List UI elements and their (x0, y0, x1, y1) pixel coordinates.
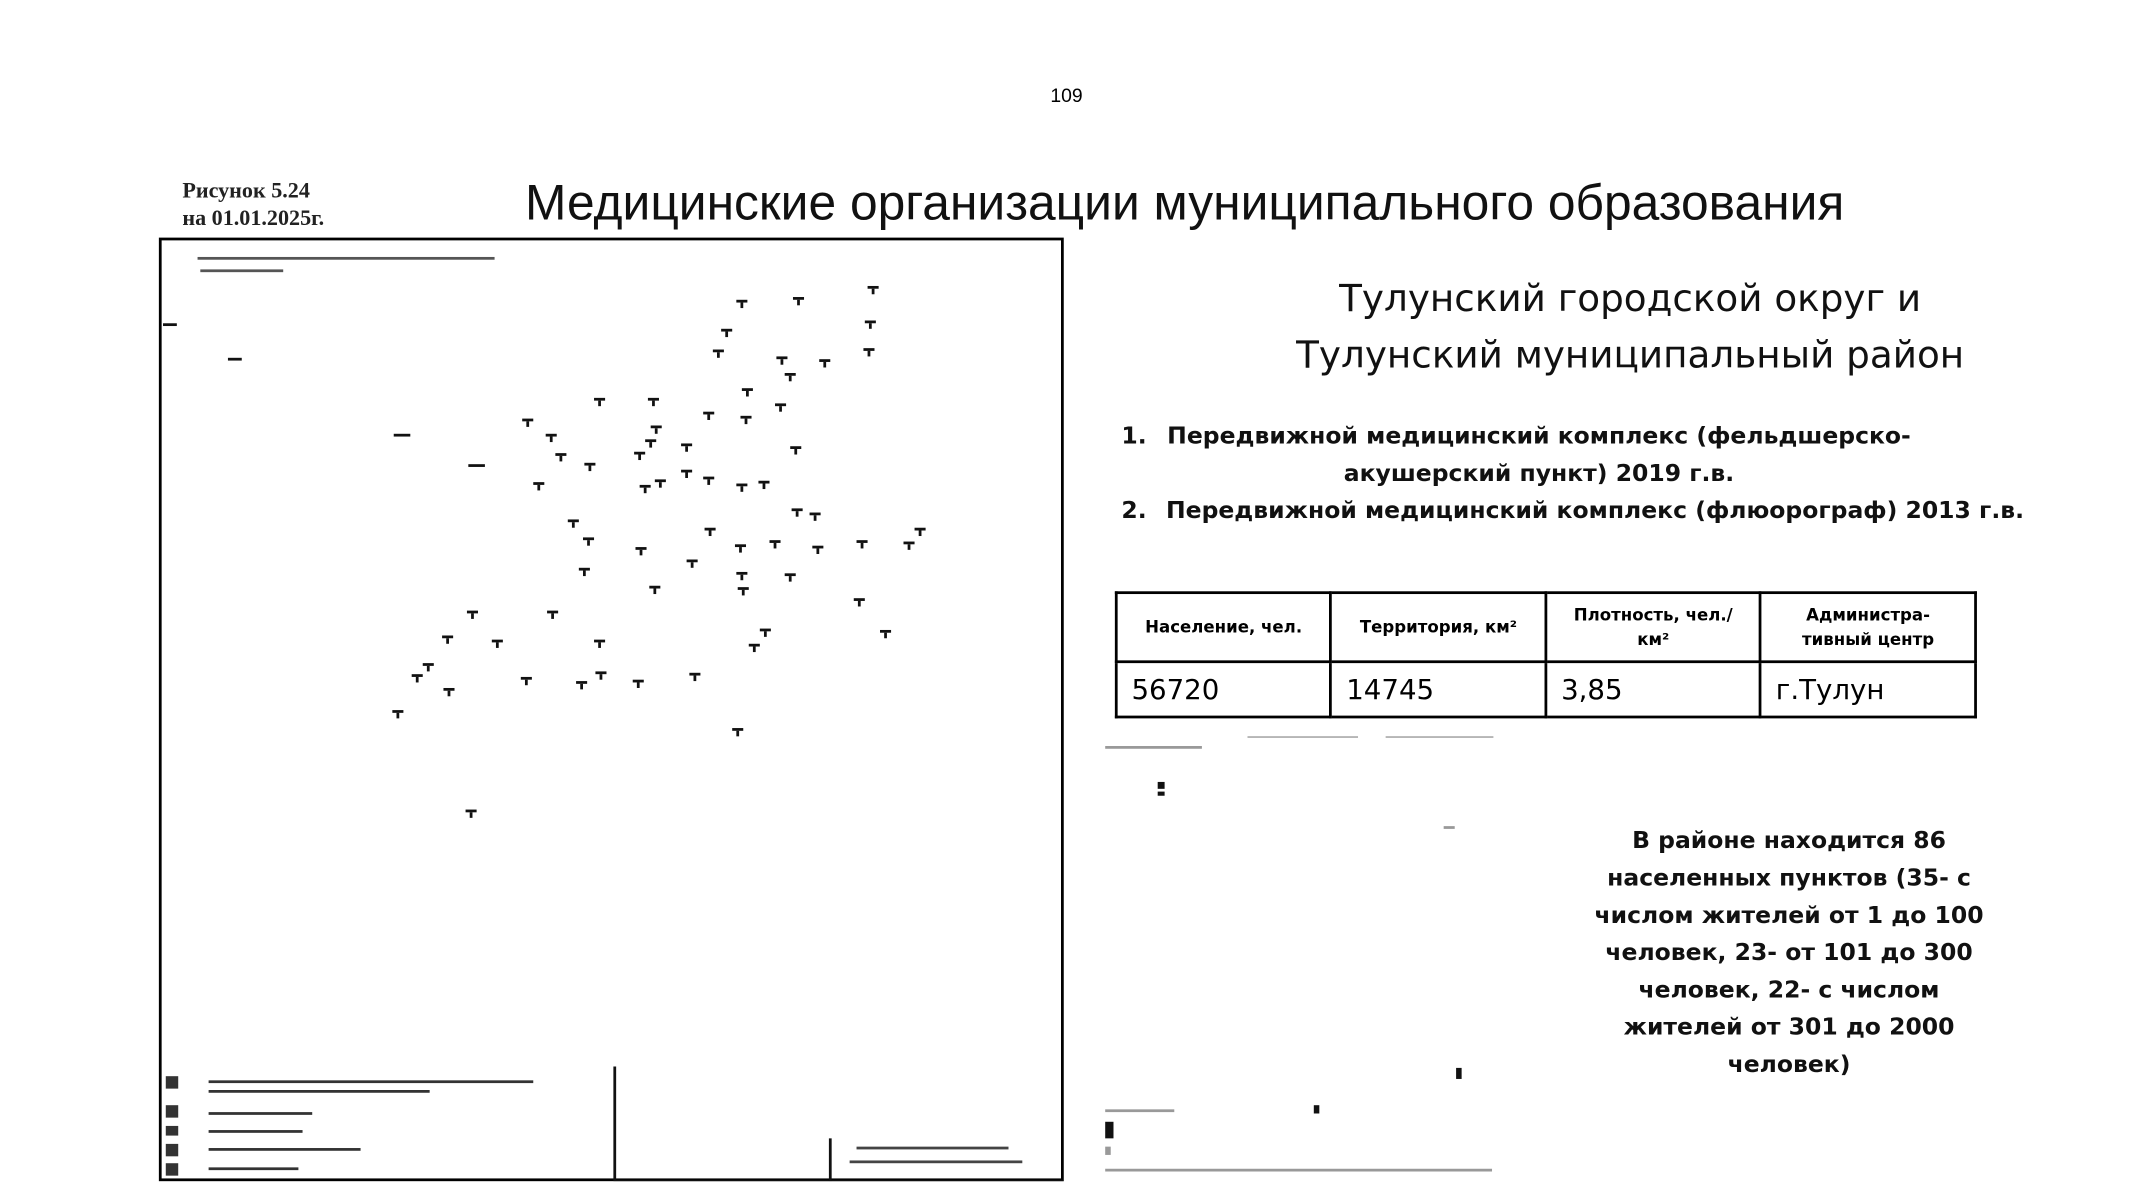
header-territory: Территория, км² (1331, 593, 1546, 662)
item-number: 2. (1121, 497, 1147, 525)
page-number: 109 (1050, 84, 1083, 107)
header-admin-center: Администра-тивный центр (1761, 593, 1976, 662)
item-text-line-1: Передвижной медицинский комплекс (фельдшерско- (1167, 422, 1911, 451)
cell-population: 56720 (1116, 662, 1331, 717)
figure-number: Рисунок 5.24 (182, 179, 310, 204)
header-density: Плотность, чел./км² (1546, 593, 1761, 662)
header-population: Население, чел. (1116, 593, 1331, 662)
main-title: Медицинские организации муниципального образования (524, 174, 1845, 231)
cell-admin-center: г.Тулун (1761, 662, 1976, 717)
item-number: 1. (1121, 422, 1147, 451)
item-text-line-1: Передвижной медицинский комплекс (флюорограф) 2013 г.в. (1165, 497, 2025, 525)
item-text-line-2: акушерский пункт) 2019 г.в. (1343, 460, 1735, 488)
figure-date: на 01.01.2025г. (182, 207, 325, 231)
subtitle-line-1: Тулунский городской округ и (1339, 277, 1922, 321)
subtitle-line-2: Тулунский муниципальный район (1296, 334, 1965, 378)
settlements-note: В районе находится 86 населенных пунктов (35- с числом жителей от 1 до 100 человек, 23- от 101 до 300 человек, 22- с числом жителей от 301 до 2000 человек) (1594, 827, 1984, 1079)
cell-density: 3,85 (1546, 662, 1761, 717)
cell-territory: 14745 (1331, 662, 1546, 717)
